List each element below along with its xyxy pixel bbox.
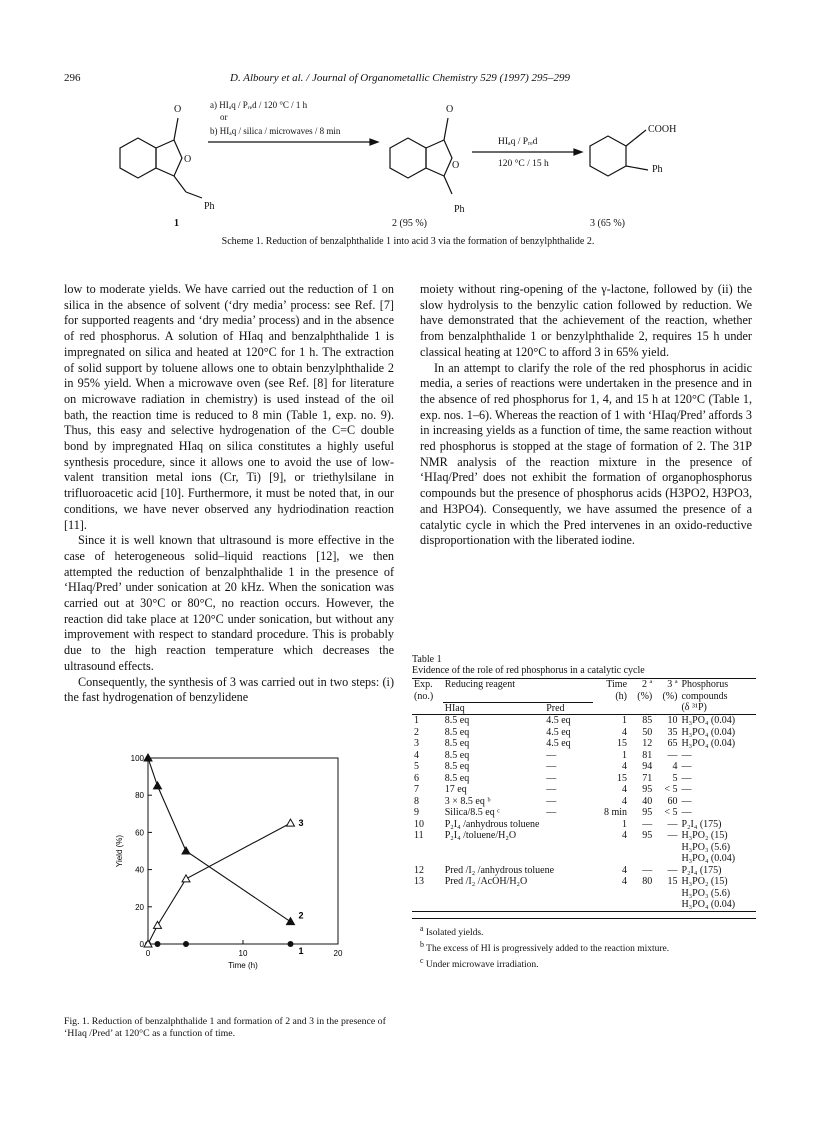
table-cell: 85 (642, 715, 653, 726)
table-cell: 71 (642, 772, 653, 784)
table-cell: — (546, 795, 557, 807)
table-cell: 10 (667, 715, 678, 726)
table-cell: Pred /I₂ /AcOH/H₂O (444, 876, 528, 887)
table-cell: 4 (622, 761, 628, 772)
table-cell: — (681, 761, 692, 772)
series-line-3 (148, 823, 291, 944)
table-cell: 50 (642, 726, 653, 738)
table-cell: 4 (672, 761, 678, 772)
compound-label-2: 2 (95 %) (392, 218, 427, 229)
table-cell: 40 (642, 795, 653, 807)
series-line-2 (148, 758, 291, 922)
table-cell: H₃PO₄ (0.04) (681, 726, 736, 738)
right-column (420, 282, 752, 549)
table-cell: — (667, 749, 678, 761)
y-tick-label: 20 (135, 902, 144, 912)
table-cell: 4 (622, 726, 628, 738)
table-cell: 1 (414, 715, 419, 726)
table-cell: 4.5 eq (546, 726, 571, 738)
data-point (287, 819, 295, 826)
y-tick-label: 40 (135, 865, 144, 875)
left-column (64, 282, 394, 706)
data-point (183, 941, 189, 947)
th-time: Time (606, 679, 628, 690)
table-row (412, 727, 756, 739)
table-cell: 15 (667, 876, 678, 887)
table-cell: 1 (622, 818, 628, 830)
y-tick-label: 0 (139, 940, 144, 949)
table-cell: 7 (414, 784, 419, 795)
table-cell: 4 (622, 864, 628, 876)
th-hi: HIaq (443, 702, 544, 715)
table-row (412, 796, 756, 808)
table-cell: 4 (414, 749, 419, 761)
th-y3u: (%) (662, 690, 678, 702)
data-point (287, 918, 295, 925)
table-title: Evidence of the role of red phosphorus in a catalytic cycle (412, 665, 645, 676)
footnote-c: $^c$ Under microwave irradiation. (420, 955, 539, 970)
table-1 (412, 654, 756, 971)
data-point (288, 941, 294, 947)
left-paragraph-3: Consequently, the synthesis of 3 was carried out in two steps: (i) the fast hydrogenation of benzylidene (64, 674, 394, 705)
table-cell: — (667, 830, 678, 841)
table-cell: 35 (667, 726, 678, 738)
table-cell: 2 (414, 726, 419, 738)
phosphorus-compound: P₂I₄ (175) (681, 818, 722, 830)
table-cell: 4 (622, 784, 628, 795)
table-row (412, 761, 756, 773)
table-cell: 8.5 eq (444, 749, 470, 761)
data-point (155, 941, 161, 947)
table-cell: — (546, 761, 557, 772)
table-cell: H₃PO₄ (0.04) (681, 738, 736, 749)
data-table (412, 678, 756, 912)
x-tick-label: 10 (238, 949, 248, 958)
table-cell-phosphorus (679, 830, 756, 865)
table-cell: Silica/8.5 eq ᶜ (444, 807, 500, 818)
th-exp: Exp. (414, 679, 433, 690)
table-cell: 95 (642, 830, 653, 841)
table-cell: 3 (414, 738, 419, 749)
y-tick-label: 60 (135, 828, 144, 838)
compound-label-3: 3 (65 %) (590, 218, 625, 229)
th-reagent: Reducing reagent (444, 679, 515, 690)
table-cell: 10 (414, 818, 424, 830)
phosphorus-compound: H₃PO₃ (5.6) (681, 887, 731, 899)
data-point (182, 875, 190, 882)
table-row (412, 807, 756, 819)
table-cell: Pred /I₂ /anhydrous toluene (444, 864, 555, 876)
compound-label-1: 1 (174, 218, 179, 229)
table-cell: 15 (617, 772, 628, 784)
th-phos2: compounds (681, 690, 728, 702)
table-row (412, 773, 756, 785)
table-cell: 12 (642, 738, 653, 749)
benzene-ring-3 (590, 136, 626, 176)
table-cell: — (546, 784, 557, 795)
right-paragraph-1: moiety without ring-opening of the γ-lactone, followed by (ii) the slow hydrolysis to the benzylic cation followed by reduction. We have demonstrated that the achievement of the reaction, whether from benzalphthalide 1 or benzylphthalide 2, requires 15 h under classical heating at 120°C to afford 3 in 65% yield. (420, 282, 752, 359)
table-cell: 81 (642, 749, 653, 761)
phosphorus-compound: H₃PO₂ (15) (681, 876, 728, 887)
oxygen-2: O (446, 104, 454, 115)
ph-3: Ph (652, 164, 663, 175)
table-cell-phosphorus (679, 876, 756, 911)
table-row (412, 865, 756, 877)
y-axis-label: Yield (%) (115, 834, 124, 868)
table-cell-phosphorus (679, 865, 756, 877)
table-cell: 65 (667, 738, 678, 749)
th-phos: Phosphorus (681, 679, 729, 690)
series-label: 2 (298, 910, 304, 921)
conditions-a: a) HIₐq / Pᵣₑd / 120 °C / 1 h (210, 100, 308, 110)
x-axis-label: Time (h) (228, 961, 258, 970)
table-cell: — (642, 864, 653, 876)
th-time2: (h) (615, 690, 628, 702)
table-cell: 1 (622, 715, 628, 726)
table-cell: 3 × 8.5 eq ᵇ (444, 795, 491, 807)
series-label: 3 (298, 818, 304, 829)
table-cell: 11 (414, 830, 424, 841)
table-cell: < 5 (664, 784, 678, 795)
conditions-or: or (220, 112, 228, 122)
table-cell: P₂I₄ /anhydrous toluene (444, 818, 540, 830)
phosphorus-compound: H₃PO₄ (0.04) (681, 853, 736, 864)
y-tick-label: 100 (130, 754, 144, 763)
footnote-a: $^a$ Isolated yields. (420, 923, 484, 938)
yield-chart (64, 752, 394, 1002)
table-cell: — (681, 772, 692, 784)
th-y3: 3 ª (667, 679, 678, 690)
table-cell: — (681, 749, 692, 761)
phosphorus-compound: H₃PO₄ (0.04) (681, 899, 736, 910)
table-row (412, 819, 756, 831)
table-cell: 95 (642, 807, 653, 818)
data-point (154, 782, 162, 789)
table-cell: 6 (414, 772, 419, 784)
data-point (182, 847, 190, 854)
table-cell: — (681, 784, 692, 795)
oxygen-1: O (174, 104, 182, 115)
table-cell: 4.5 eq (546, 715, 571, 726)
table-cell: 13 (414, 876, 424, 887)
table-cell: 5 (414, 761, 419, 772)
x-tick-label: 0 (145, 949, 151, 958)
table-cell: — (642, 818, 653, 830)
benzene-ring-1 (120, 138, 156, 178)
th-pred: Pred (544, 702, 593, 715)
table-row (412, 784, 756, 796)
reaction-scheme (100, 96, 720, 246)
table-cell: — (667, 818, 678, 830)
table-cell: 8.5 eq (444, 738, 470, 749)
x-tick-label: 20 (333, 949, 343, 958)
table-cell: 17 eq (444, 784, 467, 795)
th-phos3: (δ ³¹P) (681, 702, 707, 713)
table-label: Table 1 (412, 654, 442, 665)
table-cell: < 5 (664, 807, 678, 818)
footnote-b: $^b$ The excess of HI is progressively added to the reaction mixture. (420, 939, 670, 954)
table-cell: 8.5 eq (444, 761, 470, 772)
th-exp2: (no.) (414, 690, 434, 702)
ph-2: Ph (454, 204, 465, 215)
series-label: 1 (298, 946, 304, 956)
table-cell: 8.5 eq (444, 726, 470, 738)
running-title: D. Alboury et al. / Journal of Organometallic Chemistry 529 (1997) 295–299 (230, 72, 571, 84)
conditions-c-bottom: 120 °C / 15 h (498, 159, 549, 169)
conditions-c-top: HIₐq / Pᵣₑd (498, 137, 538, 147)
table-cell: 12 (414, 864, 424, 876)
benzene-ring-2 (390, 138, 426, 178)
table-cell: 5 (672, 772, 678, 784)
phosphorus-compound: H₃PO₂ (15) (681, 830, 728, 841)
table-cell: — (681, 795, 692, 807)
cooh: COOH (648, 124, 677, 135)
oxygen-2b: O (452, 160, 460, 171)
table-row (412, 715, 756, 727)
table-row (412, 750, 756, 762)
th-y2u: (%) (637, 690, 653, 702)
table-cell: 8 min (603, 807, 628, 818)
table-cell: 8.5 eq (444, 772, 470, 784)
table-cell: 94 (642, 761, 653, 772)
table-cell: 95 (642, 784, 653, 795)
phosphorus-compound: H₃PO₃ (5.6) (681, 841, 731, 853)
th-y2: 2 ª (641, 679, 653, 690)
phosphorus-compound: P₂I₄ (175) (681, 864, 722, 876)
table-cell: 4 (622, 830, 628, 841)
table-footnotes (412, 918, 756, 971)
table-row (412, 830, 756, 865)
left-paragraph-1: low to moderate yields. We have carried out the reduction of 1 on silica in the absence of solvent (‘dry media’ process: see Ref. [7] for supported reagents and ‘dry media’ process) and in the absence of red phosphorus. A solution of HIaq and benzalphthalide 1 is impregnated on silica and heated at 120°C for 1 h. The extraction of solid support by toluene allows one to obtain benzylphthalide 2 in 95% yield. When a microwave oven (see Ref. [8] for literature on microwave radiation in chemistry) is used instead of the oil bath, the reaction time is reduced to 8 min (Table 1, exp. no. 9). Thus, this easy and selective hydrogenation of the C=C double bond by impregnated HIaq on silica constitutes a highly useful synthesis procedure, since it allows one to avoid the use of low-valent transition metal ions (Cr, Ti) [9], or triethylsilane in trifluoroacetic acid [10]. Furthermore, it must be noted that, in our conditions, we have never observed any hydriodination reaction [11]. (64, 282, 394, 532)
table-cell: H₃PO₄ (0.04) (681, 715, 736, 726)
table-cell: 80 (642, 876, 653, 887)
y-tick-label: 80 (135, 791, 144, 801)
figure-caption: Fig. 1. Reduction of benzalphthalide 1 and formation of 2 and 3 in the presence of ‘HIaq /Pred’ at 120°C as a function of time. (64, 1016, 386, 1039)
table-cell: — (667, 864, 678, 876)
table-cell: — (546, 749, 557, 761)
table-cell: 60 (667, 795, 678, 807)
table-cell: — (546, 807, 557, 818)
page-number: 296 (64, 72, 81, 84)
table-cell: 1 (622, 749, 628, 761)
oxygen-1b: O (184, 154, 192, 165)
data-point (154, 921, 162, 928)
table-cell: — (546, 772, 557, 784)
table-cell: 4.5 eq (546, 738, 571, 749)
ph-1: Ph (204, 201, 215, 212)
table-cell: 8.5 eq (444, 715, 470, 726)
table-cell: 4 (622, 795, 628, 807)
table-cell: 15 (617, 738, 628, 749)
table-row (412, 876, 756, 911)
scheme-caption: Scheme 1. Reduction of benzalphthalide 1 into acid 3 via the formation of benzylphthalide 2. (221, 236, 595, 247)
table-cell-phosphorus (679, 819, 756, 831)
conditions-b: b) HIₐq / silica / microwaves / 8 min (210, 126, 341, 136)
right-paragraph-2: In an attempt to clarify the role of the red phosphorus in acidic media, a series of reactions were undertaken in the presence and in the absence of red phosphorus for 1, 4, and 15 h at 120°C (Table 1, exp. nos. 1–6). Whereas the reaction of 1 with ‘HIaq/Pred’ affords 3 in increasing yields as a function of time, the same reaction without red phosphorus is stopped at the stage of formation of 2. The 31P NMR analysis of the reaction mixture in the presence of ‘HIaq/Pred’ does not exhibit the formation of organophosphorus compounds but the presence of phosphorus acids (H3PO2, H3PO3, and H3PO4). Consequently, we have assumed the presence of a catalytic cycle in which the Pred intervenes in an oxido-reductive disproportionation with the liberated iodine. (420, 360, 752, 548)
left-paragraph-2: Since it is well known that ultrasound is more effective in the case of heterogeneous solid–liquid reactions [12], we then attempted the reduction of benzalphthalide 1 in the presence of ‘HIaq/Pred’ under sonication at 20 kHz. When the sonication was carried out at 30°C or 80°C, no reaction occurs. However, the reaction did take place at 120°C under sonication, but without any improvement with respect to standard procedure. This is probably due to the high reaction temperature which decreases the ultrasound effects. (64, 533, 394, 673)
table-cell: P₂I₄ /toluene/H₂O (444, 830, 517, 841)
table-cell: — (681, 807, 692, 818)
table-cell: 9 (414, 807, 419, 818)
table-cell: 8 (414, 795, 419, 807)
table-cell: 4 (622, 876, 628, 887)
table-row (412, 738, 756, 750)
